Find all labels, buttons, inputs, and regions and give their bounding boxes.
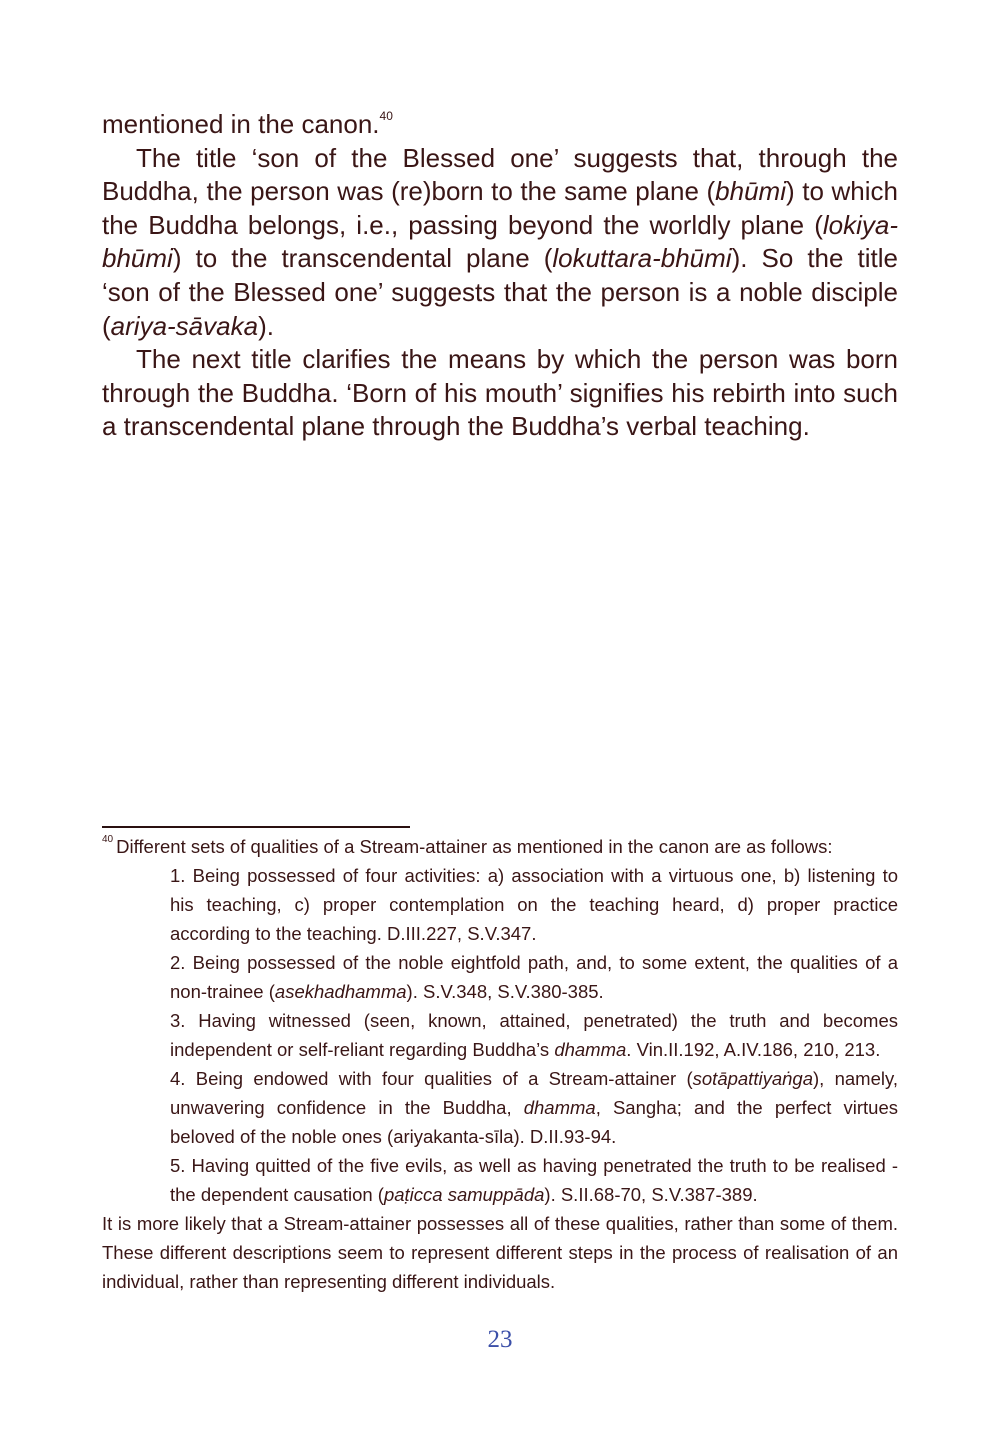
footnote-closing: It is more likely that a Stream-attainer possesses all of these qualities, rather than some of them. These different descriptions seem to represent different steps in the process of realisation of an individual, rather than representing different individuals. <box>102 1213 898 1292</box>
footnote-reference[interactable]: 40 <box>379 109 393 123</box>
footnote-list-item: 5. Having quitted of the five evils, as well as having penetrated the truth to be realised - the dependent causation (paṭicca samuppāda). S.II.68-70, S.V.387-389. <box>170 1155 898 1205</box>
footnote-divider <box>102 826 410 828</box>
footnote-list-item: 3. Having witnessed (seen, known, attained, penetrated) the truth and becomes independent or self-reliant regarding Buddha’s dhamma. Vin.II.192, A.IV.186, 210, 213. <box>170 1010 898 1060</box>
page-number: 23 <box>487 1326 513 1353</box>
footnote <box>102 832 898 1296</box>
paragraph-born-of-his-mouth: The next title clarifies the means by which the person was born through the Buddha. ‘Born of his mouth’ signifies his rebirth into such a transcendental plane through the Buddha’s verbal teaching. <box>102 344 898 442</box>
paragraph-son-of-blessed-one: The title ‘son of the Blessed one’ suggests that, through the Buddha, the person was (re)born to the same plane (bhūmi) to which the Buddha belongs, i.e., passing beyond the worldly plane (lokiya-bhūmi) to the transcendental plane (lokuttara-bhūmi). So the title ‘son of the Blessed one’ suggests that the person is a noble disciple (ariya-sāvaka). <box>102 142 898 341</box>
main-text <box>102 108 898 444</box>
footnote-list <box>102 861 898 1209</box>
footnote-list-item: 4. Being endowed with four qualities of a Stream-attainer (sotāpattiyaṅga), namely, unwavering confidence in the Buddha, dhamma, Sangha; and the perfect virtues beloved of the noble ones (ariyakanta-sīla). D.II.93-94. <box>170 1068 898 1147</box>
paragraph-continuation: mentioned in the canon.$^{40}$ <box>102 109 393 139</box>
footnote-marker: 40 <box>102 834 114 845</box>
footnote-list-item: 2. Being possessed of the noble eightfold path, and, to some extent, the qualities of a non-trainee (asekhadhamma). S.V.348, S.V.380-385. <box>170 952 898 1002</box>
footnote-intro: $^{40}$ Different sets of qualities of a Stream-attainer as mentioned in the canon are as follows: <box>102 834 833 857</box>
footnote-list-item: 1. Being possessed of four activities: a) association with a virtuous one, b) listening to his teaching, c) proper contemplation on the teaching heard, d) proper practice according to the teaching. D.III.227, S.V.347. <box>170 865 898 944</box>
